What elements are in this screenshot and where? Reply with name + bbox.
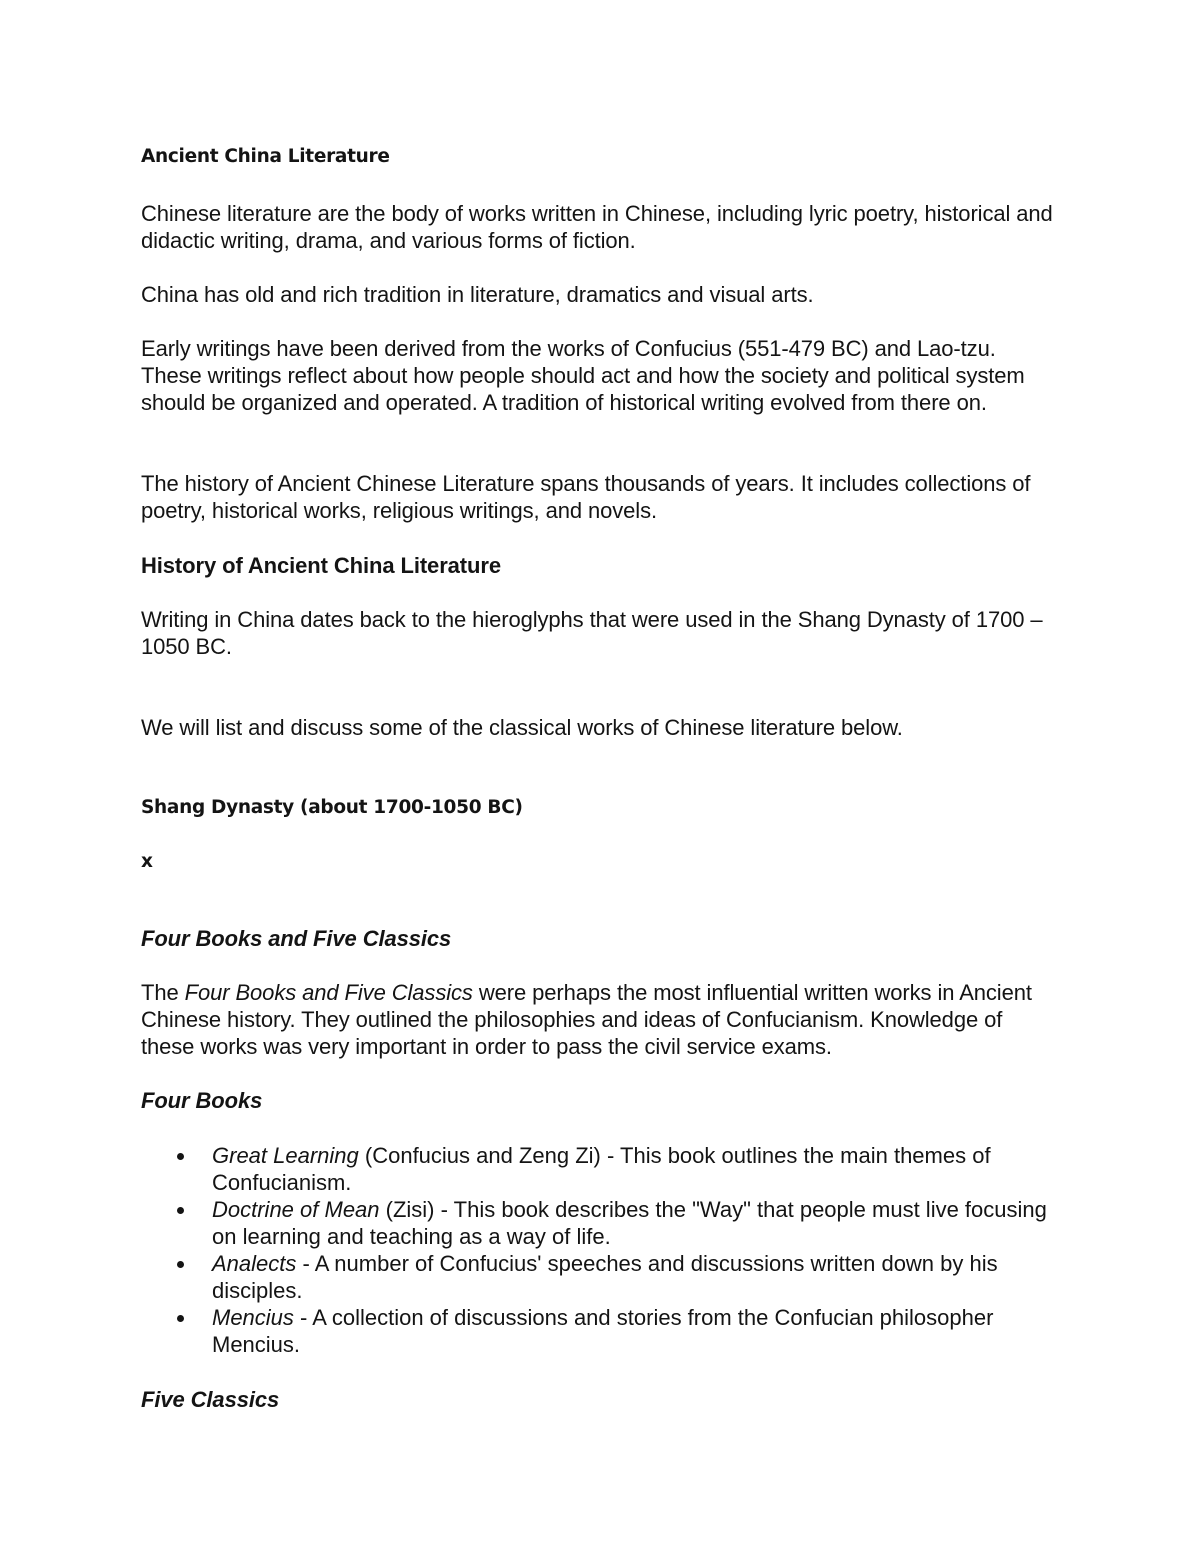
list-item	[141, 1250, 1061, 1304]
list-item	[141, 1196, 1061, 1250]
book-description: (Zisi) - This book describes the "Way" that people must live focusing on learning and teaching as a way of life.	[212, 1197, 1047, 1249]
list-item	[141, 1304, 1061, 1358]
x-mark: x	[141, 851, 153, 872]
bullet-icon	[177, 1315, 184, 1322]
four-books-five-classics-heading: Four Books and Five Classics	[141, 926, 452, 951]
book-title: Analects	[212, 1251, 297, 1276]
history-paragraph-2: We will list and discuss some of the classical works of Chinese literature below.	[141, 715, 903, 740]
book-description: (Confucius and Zeng Zi) - This book outlines the main themes of Confucianism.	[212, 1143, 991, 1195]
four-books-list	[141, 1142, 1061, 1358]
bullet-icon	[177, 1261, 184, 1268]
shang-dynasty-heading: Shang Dynasty (about 1700-1050 BC)	[141, 797, 523, 818]
book-description: - A collection of discussions and stories from the Confucian philosopher Mencius.	[212, 1305, 994, 1357]
paragraph-rest: were perhaps the most influential written works in Ancient Chinese history. They outlined the philosophies and ideas of Confucianism. Knowledge of these works was very important in order to pass the civil service exams.	[141, 980, 1032, 1059]
five-classics-heading: Five Classics	[141, 1387, 280, 1412]
bullet-icon	[177, 1207, 184, 1214]
intro-paragraph-1: Chinese literature are the body of works written in Chinese, including lyric poetry, historical and didactic writing, drama, and various forms of fiction.	[141, 201, 1053, 253]
book-title: Great Learning	[212, 1143, 359, 1168]
list-item	[141, 1142, 1061, 1196]
intro-paragraph-2: China has old and rich tradition in literature, dramatics and visual arts.	[141, 282, 814, 307]
four-books-heading: Four Books	[141, 1088, 263, 1113]
bullet-icon	[177, 1153, 184, 1160]
document-title: Ancient China Literature	[141, 146, 390, 167]
four-books-five-classics-paragraph	[141, 979, 1061, 1060]
history-paragraph-1: Writing in China dates back to the hieroglyphs that were used in the Shang Dynasty of 1700 – 1050 BC.	[141, 607, 1043, 659]
paragraph-italic-title: Four Books and Five Classics	[184, 980, 473, 1005]
intro-paragraph-4: The history of Ancient Chinese Literature spans thousands of years. It includes collections of poetry, historical works, religious writings, and novels.	[141, 471, 1031, 523]
intro-paragraph-3: Early writings have been derived from the works of Confucius (551-479 BC) and Lao-tzu. These writings reflect about how people should act and how the society and political system should be organized and operated. A tradition of historical writing evolved from there on.	[141, 336, 1025, 415]
book-description: - A number of Confucius' speeches and discussions written down by his disciples.	[212, 1251, 998, 1303]
book-title: Doctrine of Mean	[212, 1197, 380, 1222]
history-heading: History of Ancient China Literature	[141, 553, 501, 578]
book-title: Mencius	[212, 1305, 294, 1330]
paragraph-lead: The	[141, 980, 185, 1005]
